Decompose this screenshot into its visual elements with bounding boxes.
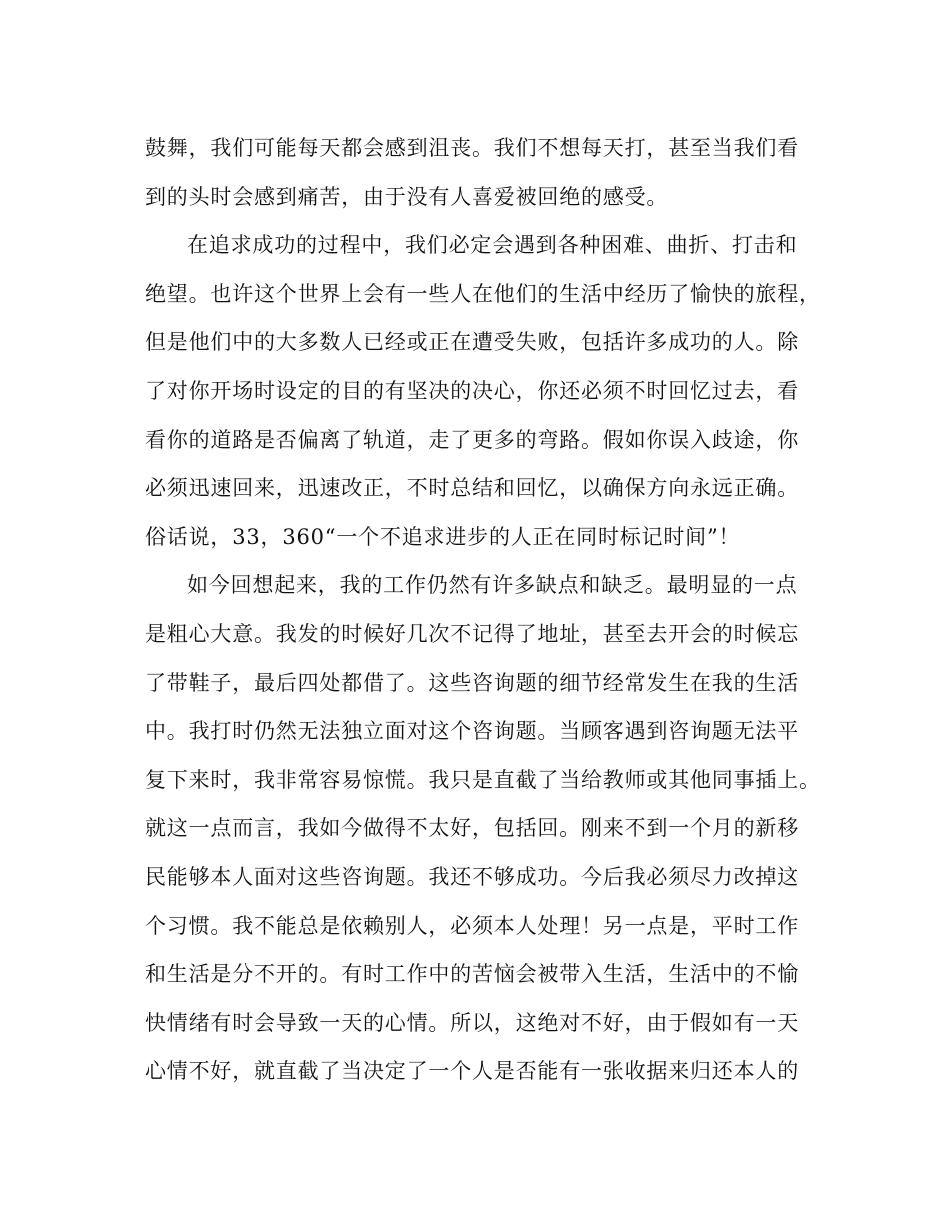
- text-line: 看你的道路是否偏离了轨道，走了更多的弯路。假如你误入歧途，你: [145, 427, 799, 452]
- text-line: 了带鞋子，最后四处都借了。这些咨询题的细节经常发生在我的生活: [145, 670, 799, 695]
- text-line: 鼓舞，我们可能每天都会感到沮丧。我们不想每天打，甚至当我们看: [145, 136, 799, 160]
- paragraph-start-line: 如今回想起来，我的工作仍然有许多缺点和缺乏。最明显的一点: [187, 573, 798, 598]
- text-line: 心情不好，就直截了当决定了一个人是否能有一张收据来归还本人的: [145, 1059, 799, 1084]
- text-line: 和生活是分不开的。有时工作中的苦恼会被带入生活，生活中的不愉: [145, 962, 799, 987]
- paragraph-start-line: 在追求成功的过程中，我们必定会遇到各种困难、曲折、打击和: [187, 233, 798, 258]
- text-line: 就这一点而言，我如今做得不太好，包括回。刚来不到一个月的新移: [145, 816, 799, 841]
- text-line: 个习惯。我不能总是依赖别人，必须本人处理！另一点是，平时工作: [145, 913, 799, 938]
- text-line: 快情绪有时会导致一天的心情。所以，这绝对不好，由于假如有一天: [145, 1010, 799, 1035]
- body-text: [145, 124, 821, 1096]
- text-line: 必须迅速回来，迅速改正，不时总结和回忆，以确保方向永远正确。: [145, 476, 799, 501]
- text-line: 但是他们中的大多数人已经或正在遭受失败，包括许多成功的人。除: [145, 330, 799, 355]
- text-line: 到的头时会感到痛苦，由于没有人喜爱被回绝的感受。: [145, 184, 669, 209]
- text-line: 中。我打时仍然无法独立面对这个咨询题。当顾客遇到咨询题无法平: [145, 719, 799, 744]
- text-line: 复下来时，我非常容易惊慌。我只是直截了当给教师或其他同事插上。: [145, 767, 821, 792]
- text-line: 民能够本人面对这些咨询题。我还不够成功。今后我必须尽力改掉这: [145, 864, 799, 889]
- text-line: 绝望。也许这个世界上会有一些人在他们的生活中经历了愉快的旅程，: [145, 281, 821, 306]
- text-line: 了对你开场时设定的目的有坚决的决心，你还必须不时回忆过去，看: [145, 378, 799, 403]
- text-line: 是粗心大意。我发的时候好几次不记得了地址，甚至去开会的时候忘: [145, 621, 799, 646]
- text-line: 俗话说，33，360“一个不追求进步的人正在同时标记时间”！: [145, 524, 741, 549]
